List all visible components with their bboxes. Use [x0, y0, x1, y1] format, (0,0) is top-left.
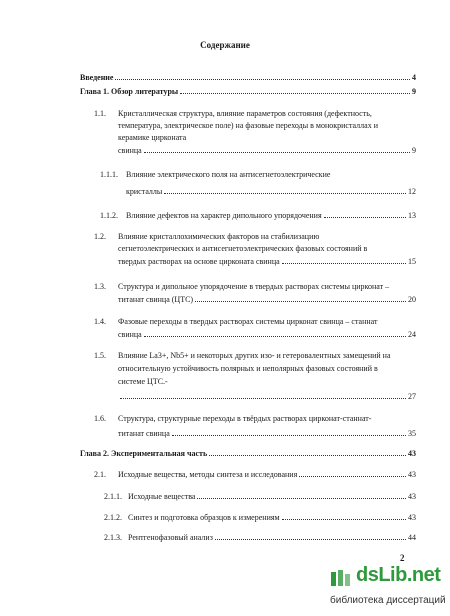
toc-page-number: 20: [408, 295, 416, 304]
toc-entry-text: относительную устойчивость полярных и неполярных фазовых состояний в: [118, 364, 378, 373]
toc-title: Содержание: [200, 40, 250, 50]
toc-entry-text: Рентгенофазовый анализ: [128, 533, 213, 542]
toc-entry-1-6[interactable]: [94, 413, 416, 441]
toc-entry-text: Влияние электрического поля на антисегнетоэлектрические: [126, 170, 331, 179]
toc-entry-text: системе ЦТС.-: [118, 377, 168, 386]
toc-entry-text: Глава 2. Экспериментальная часть: [80, 449, 208, 458]
toc-section-number: 1.4.: [94, 317, 106, 326]
toc-entry-text: Кристаллическая структура, влияние параметров состояния (дефектность,: [118, 109, 372, 118]
toc-page-number: 43: [408, 513, 416, 522]
toc-entry-text: Исходные вещества: [128, 492, 196, 501]
toc-entry-text: Влияние La3+, Nb5+ и некоторых других изо- и гетеровалентных замещений на: [118, 351, 391, 360]
toc-page-number: 43: [408, 449, 416, 458]
toc-entry-1-1[interactable]: [94, 108, 416, 168]
toc-section-number: 1.1.2.: [100, 211, 118, 220]
toc-entry-1-4[interactable]: [94, 316, 416, 344]
dot-leader: [197, 498, 406, 499]
dot-leader: [324, 217, 406, 218]
toc-section-number: 1.1.: [94, 109, 106, 118]
toc-page-number: 9: [412, 87, 416, 96]
toc-page-number: 4: [412, 73, 416, 82]
toc-page-number: 43: [408, 470, 416, 479]
toc-page-number: 9: [412, 146, 416, 155]
toc-entry-text: Фазовые переходы в твердых растворах системы цирконат свинца – станнат: [118, 317, 378, 326]
toc-page-number: 12: [408, 187, 416, 196]
watermark: [330, 560, 448, 612]
toc-section-number: 2.1.2.: [104, 513, 122, 522]
toc-section-number: 1.6.: [94, 414, 106, 423]
toc-entry-text: Исходные вещества, методы синтеза и исследования: [118, 470, 298, 479]
toc-section-number: 1.3.: [94, 282, 106, 291]
toc-entry-2-1[interactable]: [94, 469, 416, 483]
toc-entry-text: твердых растворах на основе цирконата свинца: [118, 257, 280, 266]
toc-entry-text: свинца: [118, 330, 142, 339]
dot-leader: [195, 301, 406, 302]
page-number: 2: [400, 553, 405, 563]
toc-entry-text: кристаллы: [126, 187, 163, 196]
toc-entry-text: керамике цирконата: [118, 133, 187, 142]
dot-leader: [172, 435, 406, 436]
toc-entry-2-1-2[interactable]: [104, 512, 416, 526]
toc-entry-text: сегнетоэлектрических и антисегнетоэлектрических фазовых состояний в: [118, 244, 368, 253]
toc-page-number: 35: [408, 429, 416, 438]
toc-section-number: 1.2.: [94, 232, 106, 241]
toc-section-number: 1.1.1.: [100, 170, 118, 179]
toc-entry-2-1-3[interactable]: [104, 532, 416, 546]
dot-leader: [215, 539, 406, 540]
toc-page-number: 43: [408, 492, 416, 501]
dot-leader: [299, 476, 406, 477]
toc-entry-text: титанат свинца (ЦТС): [118, 295, 194, 304]
watermark-subtitle: библиотека диссертаций: [330, 595, 446, 606]
dot-leader: [180, 93, 410, 94]
toc-entry-1-1-1[interactable]: [100, 169, 416, 199]
dot-leader: [209, 455, 406, 456]
toc-page-number: 44: [408, 533, 416, 542]
dslib-logo-icon: [330, 568, 352, 590]
dot-leader: [282, 263, 406, 264]
dot-leader: [120, 398, 406, 399]
toc-entry-text: Влияние кристаллохимических факторов на стабилизацию: [118, 232, 320, 241]
toc-entry-1-3[interactable]: [94, 281, 416, 309]
dot-leader: [144, 152, 410, 153]
toc-page-number: 15: [408, 257, 416, 266]
dot-leader: [282, 519, 406, 520]
toc-entry-1-5[interactable]: [94, 350, 416, 402]
toc-section-number: 2.1.3.: [104, 533, 122, 542]
toc-entry-chapter-1[interactable]: [80, 86, 416, 98]
toc-section-number: 2.1.: [94, 470, 106, 479]
toc-page-number: 24: [408, 330, 416, 339]
toc-entry-intro[interactable]: [80, 72, 416, 84]
toc-entry-text: Влияние дефектов на характер дипольного упорядочения: [126, 211, 322, 220]
toc-page-number: 13: [408, 211, 416, 220]
dot-leader: [164, 193, 406, 194]
toc-page-number: 27: [408, 392, 416, 401]
toc-entry-text: температура, электрическое поле) на фазовые переходы в монокристаллах и: [118, 121, 378, 130]
toc-entry-text: титанат свинца: [118, 429, 170, 438]
dot-leader: [115, 79, 410, 80]
toc-entry-text: Введение: [80, 73, 114, 82]
toc-entry-2-1-1[interactable]: [104, 491, 416, 505]
toc-entry-1-2[interactable]: [94, 231, 416, 271]
toc-entry-text: свинца: [118, 146, 142, 155]
toc-section-number: 2.1.1.: [104, 492, 122, 501]
toc-entry-text: Структура, структурные переходы в твёрдых растворах цирконат-станнат-: [118, 414, 372, 423]
dot-leader: [144, 336, 406, 337]
toc-entry-text: Структура и дипольное упорядочение в твердых растворах системы цирконат –: [118, 282, 390, 291]
watermark-name: dsLib.net: [356, 564, 441, 586]
toc-entry-text: Глава 1. Обзор литературы: [80, 87, 179, 96]
toc-entry-1-1-2[interactable]: [100, 210, 416, 224]
toc-section-number: 1.5.: [94, 351, 106, 360]
toc-entry-chapter-2[interactable]: [80, 448, 416, 460]
toc-entry-text: Синтез и подготовка образцов к измерениям: [128, 513, 280, 522]
